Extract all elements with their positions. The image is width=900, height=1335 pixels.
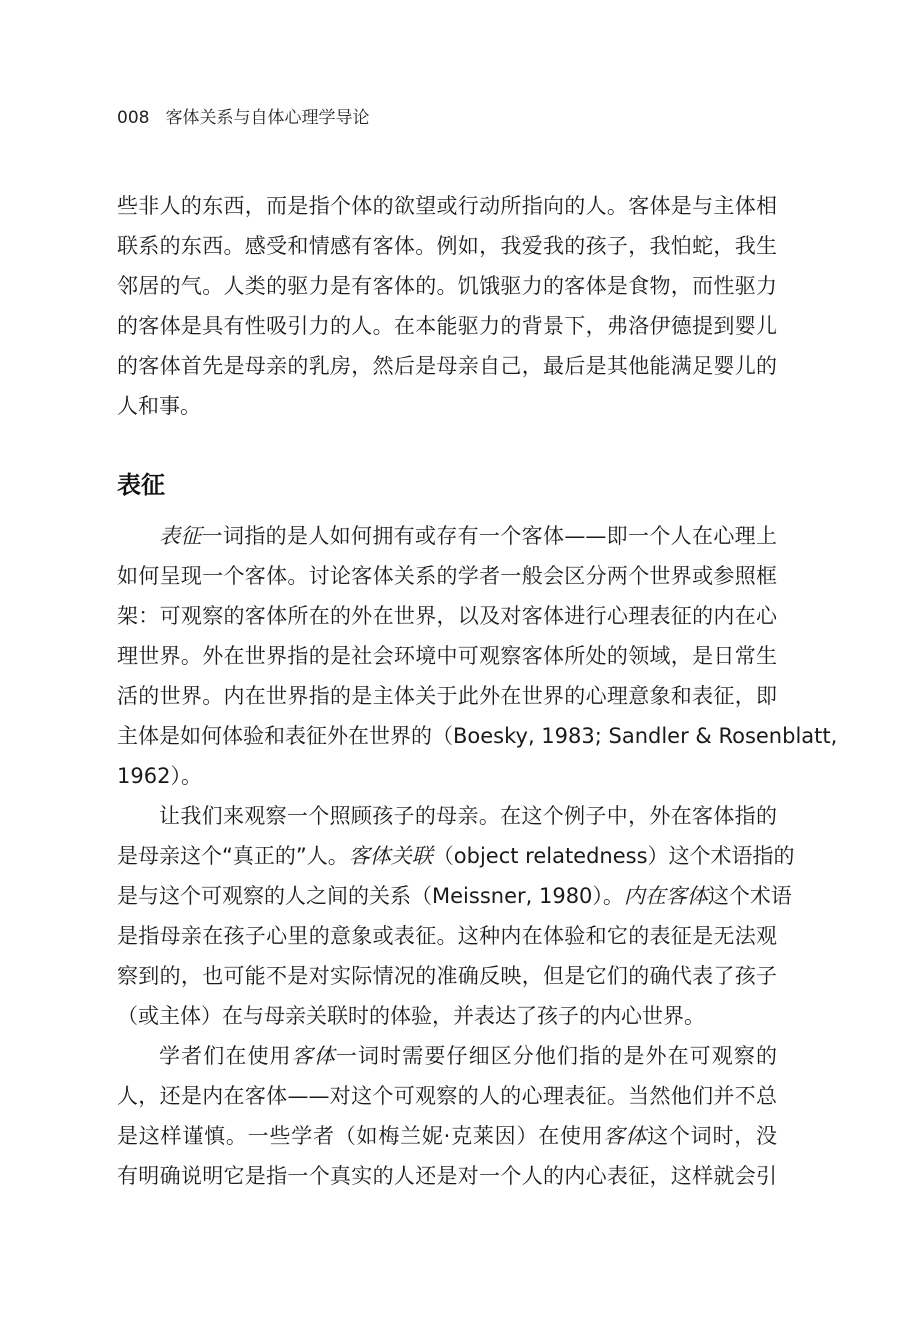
page-number: 008 — [117, 108, 150, 128]
text-line: 架：可观察的客体所在的外在世界，以及对客体进行心理表征的内在心 — [117, 604, 777, 628]
text-run: 学者们在使用 — [159, 1044, 292, 1068]
text-line: 理世界。外在世界指的是社会环境中可观察客体所处的领域，是日常生 — [117, 644, 777, 668]
text-run: 这个术语 — [707, 884, 792, 908]
text-line: 主体是如何体验和表征外在世界的（Boesky, 1983; Sandler & Rosenblatt, — [117, 724, 838, 748]
text-line: 的客体首先是母亲的乳房，然后是母亲自己，最后是其他能满足婴儿的 — [117, 354, 777, 378]
text-line: 邻居的气。人类的驱力是有客体的。饥饿驱力的客体是食物，而性驱力 — [117, 274, 777, 298]
text-run: （object relatedness）这个术语指的 — [432, 844, 795, 868]
text-line: 如何呈现一个客体。讨论客体关系的学者一般会区分两个世界或参照框 — [117, 564, 777, 588]
section-body — [117, 516, 838, 1196]
text-line: 是指母亲在孩子心里的意象或表征。这种内在体验和它的表征是无法观 — [117, 924, 777, 948]
text-line: 活的世界。内在世界指的是主体关于此外在世界的心理意象和表征，即 — [117, 684, 777, 708]
text-line — [117, 1116, 777, 1156]
text-line: 人，还是内在客体——对这个可观察的人的心理表征。当然他们并不总 — [117, 1084, 777, 1108]
emphasized-term: 表征 — [159, 524, 202, 548]
text-line — [117, 1036, 777, 1076]
text-line: 人和事。 — [117, 394, 201, 418]
text-line: 有明确说明它是指一个真实的人还是对一个人的内心表征，这样就会引 — [117, 1164, 777, 1188]
text-line — [117, 876, 792, 916]
emphasized-term: 客体 — [603, 1124, 648, 1148]
text-run: 这个词时，没 — [647, 1124, 777, 1148]
book-title: 客体关系与自体心理学导论 — [165, 108, 370, 128]
emphasized-term: 客体 — [291, 1044, 336, 1068]
running-header — [117, 106, 369, 130]
text-line — [117, 836, 795, 876]
text-run: 是这样谨慎。一些学者（如梅兰妮·克莱因）在使用 — [117, 1124, 604, 1148]
text-line: 1962）。 — [117, 764, 202, 788]
text-line: 察到的，也可能不是对实际情况的准确反映，但是它们的确代表了孩子 — [117, 964, 777, 988]
text-run: 是母亲这个“真正的”人。 — [117, 844, 349, 868]
text-line: 联系的东西。感受和情感有客体。例如，我爱我的孩子，我怕蛇，我生 — [117, 234, 777, 258]
paragraph-continued — [117, 186, 777, 426]
text-line: 让我们来观察一个照顾孩子的母亲。在这个例子中，外在客体指的 — [159, 804, 777, 828]
text-run: 一词指的是人如何拥有或存有一个客体——即一个人在心理上 — [201, 524, 778, 548]
text-line: 些非人的东西，而是指个体的欲望或行动所指向的人。客体是与主体相 — [117, 194, 777, 218]
text-run: 一词时需要仔细区分他们指的是外在可观察的 — [335, 1044, 778, 1068]
text-line: （或主体）在与母亲关联时的体验，并表达了孩子的内心世界。 — [117, 1004, 705, 1028]
text-line — [117, 516, 777, 556]
text-run: 是与这个可观察的人之间的关系（Meissner, 1980）。 — [117, 884, 624, 908]
emphasized-term: 客体关联 — [348, 844, 433, 868]
text-line: 的客体是具有性吸引力的人。在本能驱力的背景下，弗洛伊德提到婴儿 — [117, 314, 777, 338]
emphasized-term: 内在客体 — [623, 884, 708, 908]
section-heading: 表征 — [117, 471, 165, 499]
